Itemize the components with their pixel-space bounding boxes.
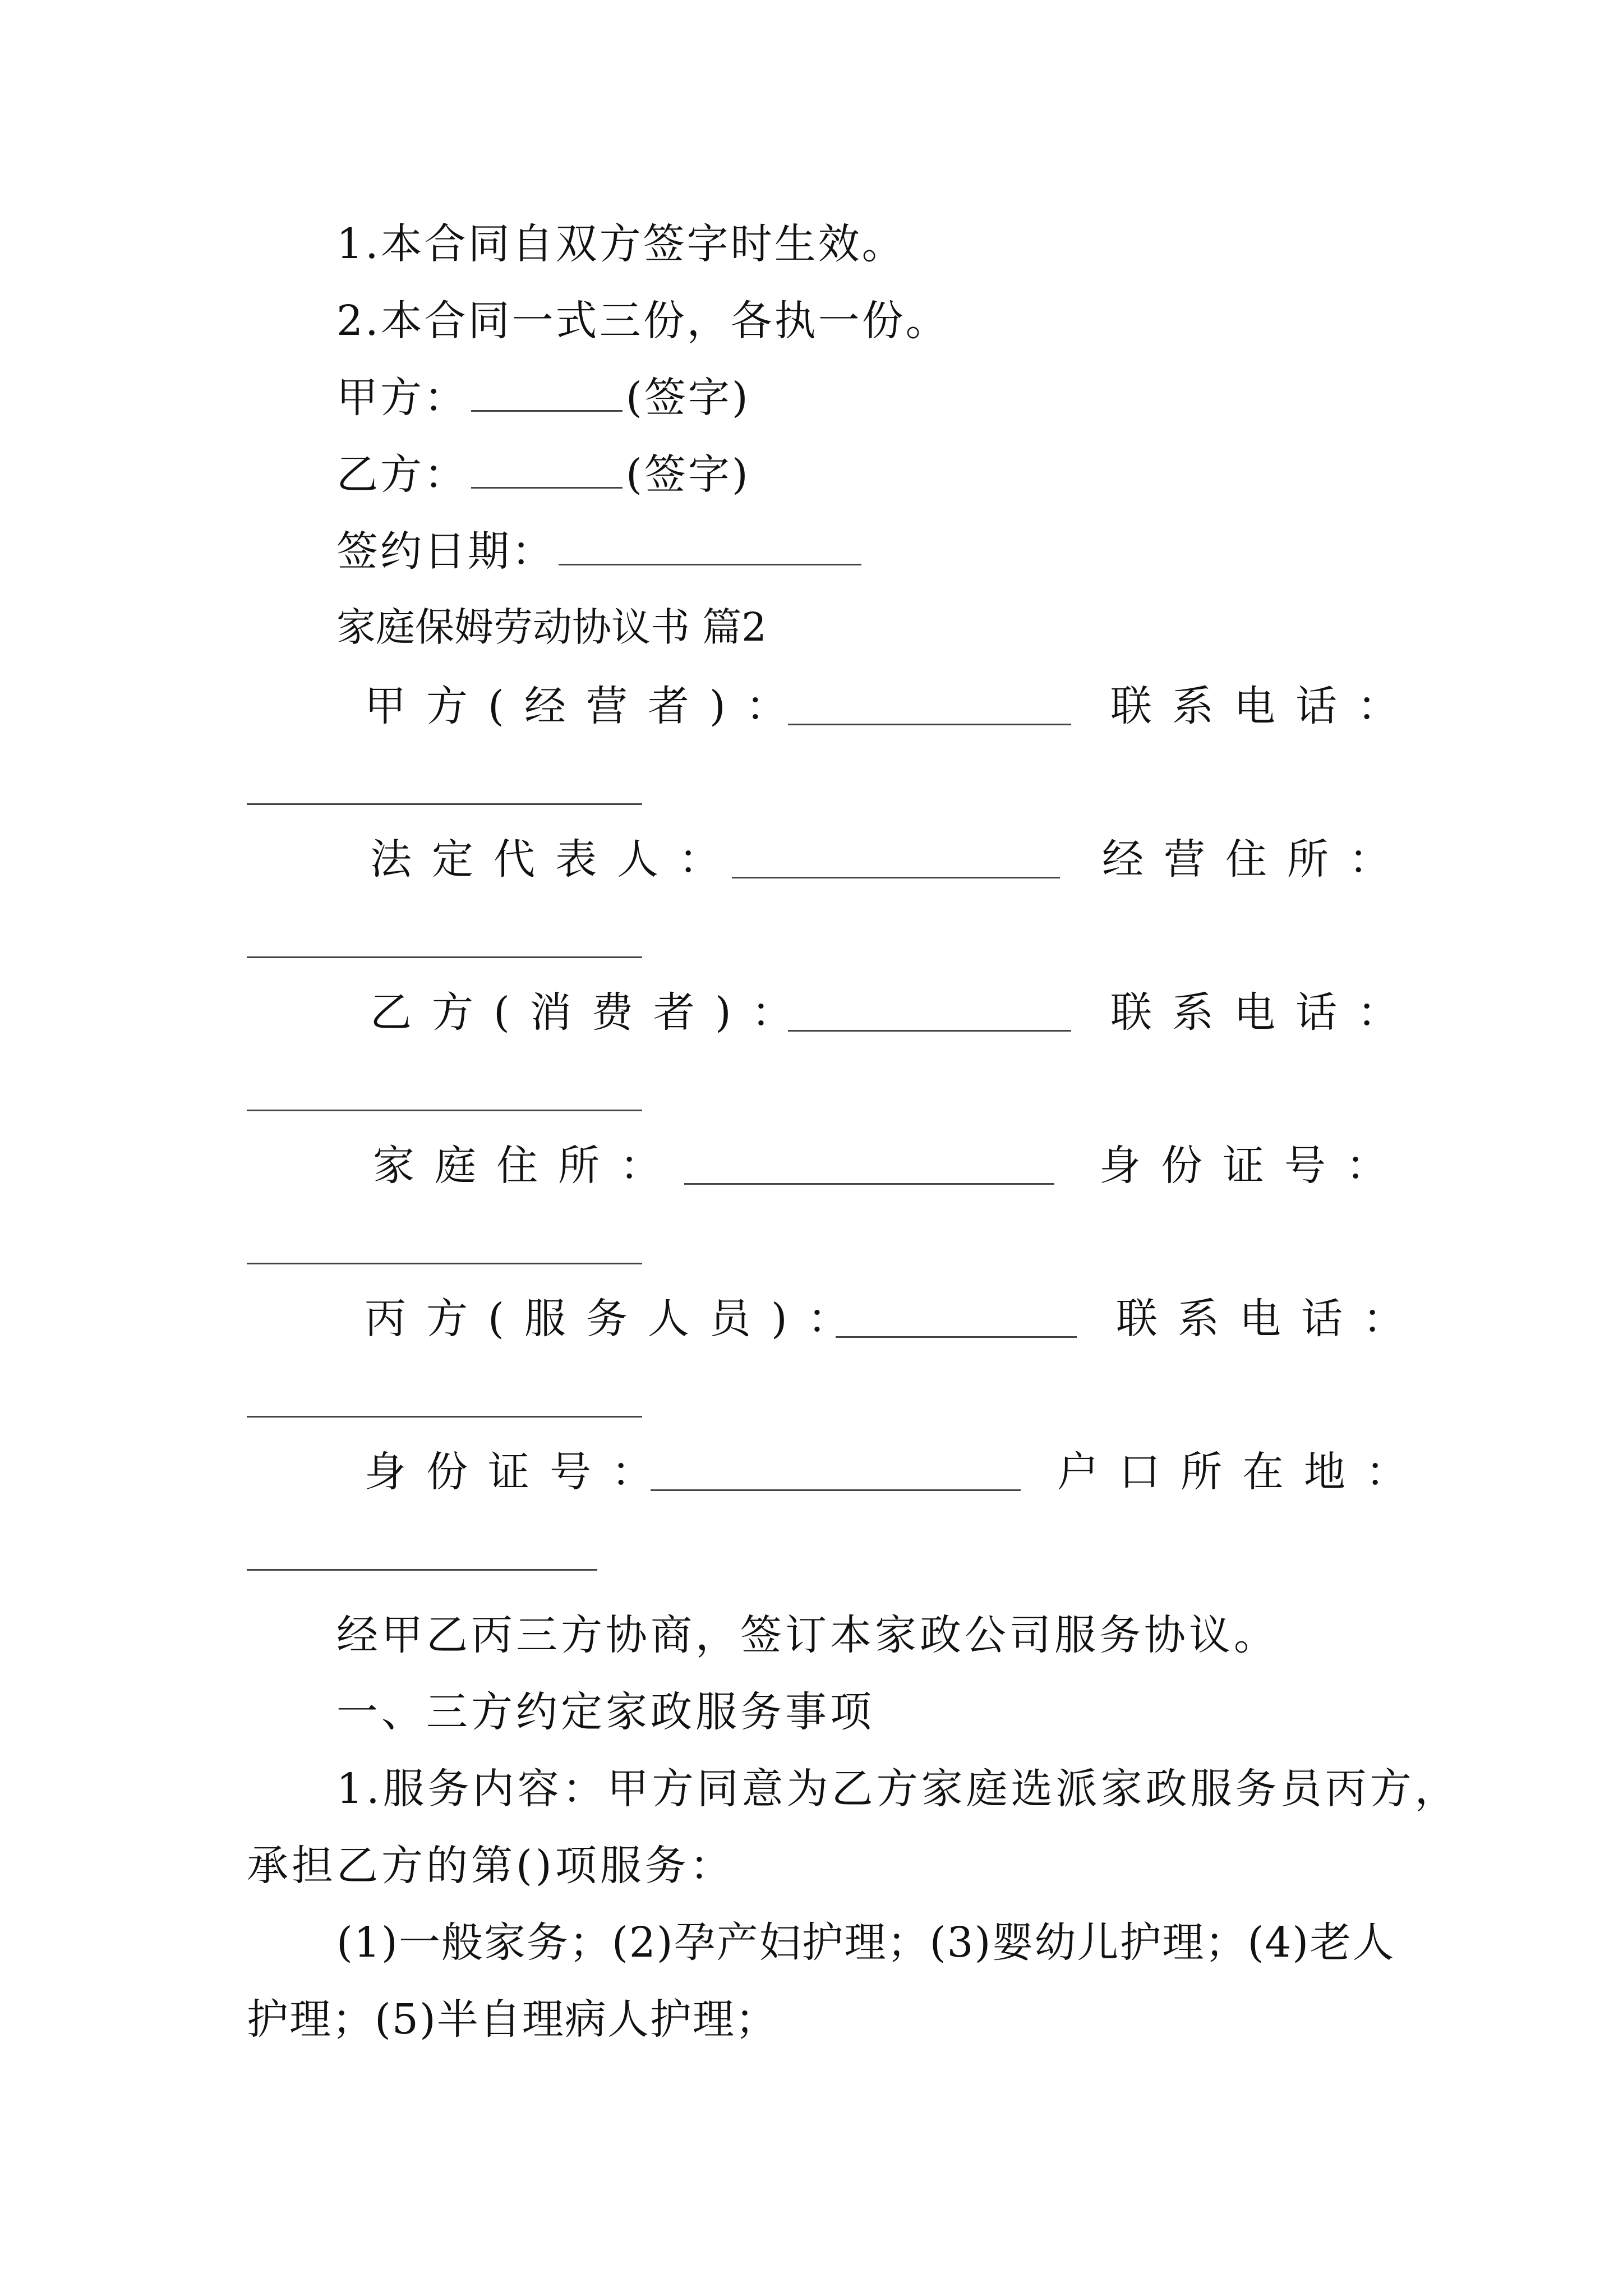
party-b-sign-note: (签字)	[626, 450, 750, 499]
party-a-operator-label: 甲方(经营者)：	[365, 682, 808, 730]
party-c-id-number-label: 身份证号：	[365, 1448, 673, 1496]
party-b-id-number-label: 身份证号：	[1099, 1142, 1408, 1190]
service-content-line-2: 承担乙方的第()项服务：	[247, 1842, 735, 1890]
party-a-blank[interactable]	[471, 404, 623, 412]
party-b-phone-blank[interactable]	[247, 1110, 642, 1111]
clause-copies: 2.本合同一式三份，各执一份。	[336, 297, 949, 345]
party-a-label: 甲方：	[336, 374, 468, 422]
business-address-label: 经营住所：	[1102, 835, 1410, 884]
party-b-blank[interactable]	[471, 481, 623, 489]
service-content-line-1: 1.服务内容：甲方同意为乙方家庭选派家政服务员丙方，	[336, 1765, 1460, 1813]
service-items-line-1: (1)一般家务；(2)孕产妇护理；(3)婴幼儿护理；(4)老人	[336, 1918, 1395, 1967]
party-c-staff-blank[interactable]	[836, 1336, 1077, 1338]
service-items-line-2: 护理；(5)半自理病人护理；	[247, 1995, 778, 2044]
party-b-signature-line	[336, 450, 750, 499]
party-b-phone-label: 联系电话：	[1110, 988, 1419, 1037]
party-c-phone-label: 联系电话：	[1116, 1295, 1424, 1343]
party-a-signature-line	[336, 374, 750, 422]
section-title: 家庭保姆劳动协议书 篇2	[336, 604, 767, 650]
party-a-phone-blank[interactable]	[247, 803, 642, 805]
section-one-heading: 一、三方约定家政服务事项	[336, 1688, 875, 1736]
sign-date-line	[336, 527, 865, 576]
sign-date-blank[interactable]	[559, 558, 861, 565]
legal-representative-blank[interactable]	[732, 877, 1060, 878]
party-c-staff-label: 丙方(服务人员)：	[365, 1295, 869, 1343]
party-b-consumer-label: 乙方(消费者)：	[370, 988, 813, 1037]
party-b-consumer-blank[interactable]	[788, 1030, 1071, 1032]
party-b-id-number-blank[interactable]	[247, 1263, 642, 1264]
home-address-blank[interactable]	[684, 1183, 1054, 1185]
party-b-label: 乙方：	[336, 450, 468, 499]
party-a-operator-blank[interactable]	[788, 724, 1071, 725]
clause-effective: 1.本合同自双方签字时生效。	[336, 220, 906, 268]
party-a-sign-note: (签字)	[626, 374, 750, 422]
party-c-id-number-blank[interactable]	[651, 1489, 1021, 1491]
sign-date-label: 签约日期：	[336, 527, 555, 576]
legal-representative-label: 法定代表人：	[370, 835, 740, 884]
household-registration-label: 户口所在地：	[1057, 1448, 1427, 1496]
household-registration-blank[interactable]	[247, 1569, 597, 1571]
party-a-phone-label: 联系电话：	[1110, 682, 1419, 730]
agreement-intro: 经甲乙丙三方协商，签订本家政公司服务协议。	[336, 1611, 1279, 1659]
party-c-phone-blank[interactable]	[247, 1416, 642, 1418]
home-address-label: 家庭住所：	[373, 1142, 681, 1190]
business-address-blank[interactable]	[247, 956, 642, 958]
